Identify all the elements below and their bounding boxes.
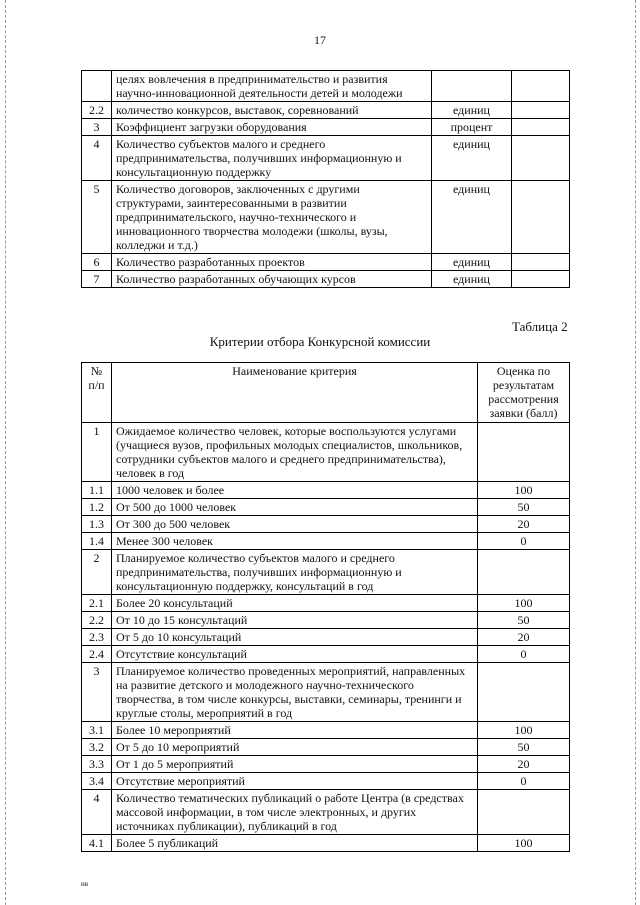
row-text: Отсутствие мероприятий bbox=[112, 773, 478, 790]
row-text: Отсутствие консультаций bbox=[112, 646, 478, 663]
row-unit: единиц bbox=[432, 102, 512, 119]
row-score: 0 bbox=[478, 773, 570, 790]
row-score bbox=[478, 790, 570, 835]
row-number: 3.2 bbox=[82, 739, 112, 756]
table-row bbox=[82, 71, 570, 102]
table-row bbox=[82, 136, 570, 181]
table-row bbox=[82, 646, 570, 663]
row-text: Более 10 мероприятий bbox=[112, 722, 478, 739]
row-number: 2.2 bbox=[82, 102, 112, 119]
row-text: Более 20 консультаций bbox=[112, 595, 478, 612]
table-row bbox=[82, 181, 570, 254]
header-name: Наименование критерия bbox=[112, 363, 478, 423]
row-unit: единиц bbox=[432, 181, 512, 254]
table-row bbox=[82, 663, 570, 722]
row-unit bbox=[432, 71, 512, 102]
table-row bbox=[82, 722, 570, 739]
row-score bbox=[478, 423, 570, 482]
row-unit: процент bbox=[432, 119, 512, 136]
row-number: 4 bbox=[82, 136, 112, 181]
row-score: 50 bbox=[478, 612, 570, 629]
table-row bbox=[82, 790, 570, 835]
table-row bbox=[82, 612, 570, 629]
indicators-table bbox=[81, 70, 570, 288]
row-score: 100 bbox=[478, 722, 570, 739]
row-text: целях вовлечения в предпринимательство и развития научно-инновационной деятельности детей и молодежи bbox=[112, 71, 432, 102]
row-number: 1.4 bbox=[82, 533, 112, 550]
table-row bbox=[82, 533, 570, 550]
row-text: От 5 до 10 мероприятий bbox=[112, 739, 478, 756]
table-row bbox=[82, 595, 570, 612]
row-value bbox=[512, 254, 570, 271]
table-row bbox=[82, 102, 570, 119]
row-score: 100 bbox=[478, 482, 570, 499]
row-text: От 500 до 1000 человек bbox=[112, 499, 478, 516]
row-number: 2.3 bbox=[82, 629, 112, 646]
row-number bbox=[82, 71, 112, 102]
row-text: Планируемое количество субъектов малого и среднего предпринимательства, получивших информационную и консультационную поддержку, консультаций в год bbox=[112, 550, 478, 595]
table-row bbox=[82, 739, 570, 756]
row-score: 100 bbox=[478, 595, 570, 612]
row-text: Количество тематических публикаций о работе Центра (в средствах массовой информации, в том числе электронных, и других источниках публикации), публикаций в год bbox=[112, 790, 478, 835]
table-row bbox=[82, 119, 570, 136]
row-unit: единиц bbox=[432, 136, 512, 181]
row-text: Ожидаемое количество человек, которые воспользуются услугами (учащиеся вузов, профильных молодых специалистов, школьников, сотрудники субъектов малого и среднего предпринимательства), человек в год bbox=[112, 423, 478, 482]
row-text: От 10 до 15 консультаций bbox=[112, 612, 478, 629]
row-unit: единиц bbox=[432, 254, 512, 271]
table-row bbox=[82, 756, 570, 773]
table-row bbox=[82, 482, 570, 499]
row-number: 2.4 bbox=[82, 646, 112, 663]
row-value bbox=[512, 271, 570, 288]
row-number: 5 bbox=[82, 181, 112, 254]
row-text: Менее 300 человек bbox=[112, 533, 478, 550]
row-text: Количество разработанных обучающих курсов bbox=[112, 271, 432, 288]
table-row bbox=[82, 550, 570, 595]
row-score: 50 bbox=[478, 499, 570, 516]
criteria-table bbox=[81, 362, 570, 852]
row-value bbox=[512, 119, 570, 136]
row-number: 7 bbox=[82, 271, 112, 288]
table-row bbox=[82, 423, 570, 482]
row-text: 1000 человек и более bbox=[112, 482, 478, 499]
row-score: 20 bbox=[478, 516, 570, 533]
scan-edge-left bbox=[5, 0, 6, 905]
table-row bbox=[82, 835, 570, 852]
table-row bbox=[82, 629, 570, 646]
row-number: 3.3 bbox=[82, 756, 112, 773]
row-score bbox=[478, 550, 570, 595]
row-unit: единиц bbox=[432, 271, 512, 288]
row-number: 2 bbox=[82, 550, 112, 595]
table-title: Критерии отбора Конкурсной комиссии bbox=[209, 334, 431, 349]
row-score: 0 bbox=[478, 533, 570, 550]
row-number: 1.1 bbox=[82, 482, 112, 499]
table-row bbox=[82, 516, 570, 533]
table-label: Таблица 2 bbox=[512, 319, 568, 334]
row-text: Коэффициент загрузки оборудования bbox=[112, 119, 432, 136]
row-number: 4 bbox=[82, 790, 112, 835]
row-score: 100 bbox=[478, 835, 570, 852]
row-text: Количество субъектов малого и среднего предпринимательства, получивших информационную и консультационную поддержку bbox=[112, 136, 432, 181]
table-row bbox=[82, 271, 570, 288]
table-header-row bbox=[82, 363, 570, 423]
row-number: 2.2 bbox=[82, 612, 112, 629]
row-number: 4.1 bbox=[82, 835, 112, 852]
row-text: количество конкурсов, выставок, соревнований bbox=[112, 102, 432, 119]
row-text: Планируемое количество проведенных мероприятий, направленных на развитие детского и молодежного научно-технического творчества, в том числе конкурсы, выставки, семинары, тренинги и круглые столы, мероприятий в год bbox=[112, 663, 478, 722]
row-number: 1.3 bbox=[82, 516, 112, 533]
header-number: № п/п bbox=[82, 363, 112, 423]
page-number: 17 bbox=[314, 33, 326, 47]
row-score: 20 bbox=[478, 756, 570, 773]
table-row bbox=[82, 499, 570, 516]
row-value bbox=[512, 136, 570, 181]
row-number: 1.2 bbox=[82, 499, 112, 516]
row-value bbox=[512, 102, 570, 119]
row-text: Количество договоров, заключенных с другими структурами, заинтересованными в развитии предпринимательского, научно-технического и инновационного творчества молодежи (школы, вузы, колледжи и т.д.) bbox=[112, 181, 432, 254]
row-text: От 300 до 500 человек bbox=[112, 516, 478, 533]
row-score bbox=[478, 663, 570, 722]
row-score: 0 bbox=[478, 646, 570, 663]
row-text: Более 5 публикаций bbox=[112, 835, 478, 852]
row-text: От 1 до 5 мероприятий bbox=[112, 756, 478, 773]
table-row bbox=[82, 254, 570, 271]
table-row bbox=[82, 773, 570, 790]
row-number: 6 bbox=[82, 254, 112, 271]
row-score: 20 bbox=[478, 629, 570, 646]
row-number: 3 bbox=[82, 663, 112, 722]
footnote-initials: ив bbox=[81, 880, 89, 888]
row-number: 3.4 bbox=[82, 773, 112, 790]
header-score: Оценка по результатам рассмотрения заявки (балл) bbox=[478, 363, 570, 423]
row-text: Количество разработанных проектов bbox=[112, 254, 432, 271]
row-text: От 5 до 10 консультаций bbox=[112, 629, 478, 646]
scan-edge-right bbox=[635, 0, 636, 905]
row-value bbox=[512, 181, 570, 254]
row-number: 3.1 bbox=[82, 722, 112, 739]
row-number: 3 bbox=[82, 119, 112, 136]
row-number: 2.1 bbox=[82, 595, 112, 612]
row-score: 50 bbox=[478, 739, 570, 756]
row-number: 1 bbox=[82, 423, 112, 482]
row-value bbox=[512, 71, 570, 102]
